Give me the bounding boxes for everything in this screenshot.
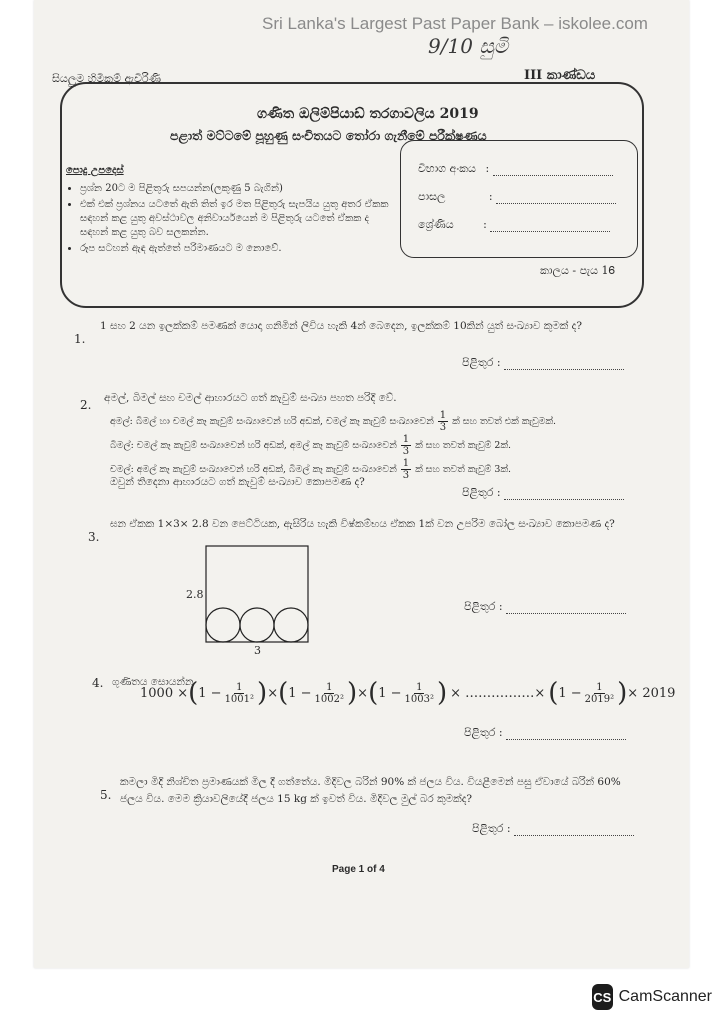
field-label: පාසල (418, 190, 446, 203)
person-name: චමල්: (110, 464, 134, 475)
answer-label: පිළිතුර : (464, 726, 503, 739)
question-4-text: ගුණිතය සොයන්න (112, 676, 194, 688)
exam-title: ගණිත ඔලිම්පියාඩ් තරගාවලිය 2019 (257, 106, 479, 122)
expr-ellipsis: × ………….…× (450, 685, 546, 701)
general-instructions (66, 164, 396, 258)
answer-line-2 (462, 486, 624, 500)
expr-fraction: $\frac{1}{\text{1003²}}$ (404, 681, 434, 705)
camscanner-label: CamScanner (618, 988, 712, 1005)
box-outline (206, 546, 308, 642)
field-label: ශ්‍රේණිය (418, 218, 454, 231)
question-2-intro: අමල්, බිමල් සහ චමල් ආහාරයට ගත් කැවුම් සංඛ්‍යා පහත පරිදි වේ. (104, 392, 397, 404)
watermark: Sri Lanka's Largest Past Paper Bank – iskolee.com (262, 14, 648, 33)
field-sep: : (488, 190, 493, 203)
page-number: Page 1 of 4 (332, 864, 385, 875)
instruction-item: • රූප සටහන් ඇඳ ඇත්තේ පරිමාණයට ම නොවේ. (80, 242, 396, 256)
field-sep: : (483, 218, 487, 231)
expr-tail: × 2019 (627, 685, 676, 701)
grade-field (418, 218, 610, 232)
answer-label: පිළිතුර : (472, 822, 511, 835)
expr-times: × (267, 685, 279, 701)
handwritten-note: 9/10 සුමි (428, 34, 509, 58)
answer-blank[interactable] (504, 369, 624, 370)
answer-label: පිළිතුර : (462, 356, 501, 369)
answer-blank[interactable] (504, 499, 624, 500)
instruction-item: • ප්‍රශ්න 20ට ම පිළිතුරු සපයන්න(ලකුණු 5 බැගින්) (80, 182, 396, 196)
expr-term: 1 − (558, 685, 582, 701)
box-width-label: 3 (254, 644, 261, 657)
expr-fraction: $\frac{1}{\text{1002²}}$ (314, 681, 345, 705)
expr-times: × (357, 685, 369, 701)
camscanner-logo-icon: CS (592, 984, 613, 1010)
instructions-heading: පොදු උපදෙස් (66, 165, 124, 176)
copyright-notice: සියලුම හිමිකම් ඇවිරිණි (52, 72, 161, 85)
expr-lead: 1000 × (140, 685, 189, 701)
ball (206, 608, 240, 642)
field-blank[interactable] (490, 231, 610, 232)
exam-subtitle: පළාත් මට්ටමේ පූහුණු සංචිතයට තෝරා ගැනීමේ පරීක්ෂණය (170, 128, 487, 143)
question-1-number: 1. (74, 332, 86, 346)
answer-label: පිළිතුර : (462, 486, 501, 499)
product-expression: 1000 × ( 1 − $\frac{1}{\text{1001²}}$ ) × ( 1 − $\frac{1}{\text{1002²}}$ ) × ( 1 − $\frac{1}{\text{1003²}}$ ) × ………….…× ( 1 − $\frac{1}{\text{2019²}}$ ) × 2019 (140, 678, 676, 708)
expr-term: 1 − (288, 685, 312, 701)
expr-fraction: $\frac{1}{\text{1001²}}$ (224, 681, 255, 705)
fraction-one-third: $\frac{1}{3}$ (439, 410, 447, 433)
question-2-line-amal (110, 410, 640, 433)
question-3-text: ඝන ඒකක 1×3× 2.8 වන පෙට්ටියක, ඇසිරිය හැකි විෂ්කම්භය ඒකක 1ක් වන උපරිම බෝල සංඛ්‍යාව කොපමණ ද? (110, 518, 615, 530)
answer-label: පිළිතුර : (464, 600, 503, 613)
answer-blank[interactable] (506, 739, 626, 740)
field-sep: : (485, 162, 490, 175)
question-5-text: කමලා මිදි නිශ්චිත ප්‍රමාණයක් මිල දී ගත්තේය. මිදිවල බරින් 90% ක් ජලය විය. වියළීමෙන් පසු ඒවායේ බරින් 60% ජලය විය. මෙම ක්‍රියාවලියේදී ජලය 15 kg ක් ඉවත් විය. මිදිවල මුල් බර කුමක්ද? (120, 776, 621, 805)
expr-term: 1 − (198, 685, 222, 701)
fraction-one-third: $\frac{1}{3}$ (402, 434, 410, 457)
duration: කාලය - පැය 1Ꮾ (540, 264, 616, 277)
instruction-item: • එක් එක් ප්‍රශ්නය යටතේ ඇති තිත් ඉර මත පිළිතුරු සැපයිය යුතු අතර ඒකක සඳහන් කළ යුතු අවස්ථාවල අනිවාර්යයෙන් ම පිළිතුරු යටතේ ඒකක ද සඳහන් කළ යුතු බව සලකන්න. (80, 198, 396, 240)
line-text: ක් සහ තවත් එක් කැවුමක්. (452, 416, 557, 427)
line-text: ක් සහ තවත් කැවුම් 2ක්. (415, 440, 511, 451)
camscanner-badge (592, 982, 712, 1012)
question-2-number: 2. (80, 398, 92, 412)
answer-blank[interactable] (514, 835, 634, 836)
box-height-label: 2.8 (186, 588, 204, 601)
question-2-line-bimal (110, 434, 640, 457)
expr-term: 1 − (378, 685, 402, 701)
school-field (418, 190, 616, 204)
line-text: අමල් කෑ කැවුම් සංඛ්‍යාවෙන් හරි අඩක්, බිමල් කෑ කැවුම් සංඛ්‍යාවෙන් (136, 464, 397, 475)
field-label: විභාග අංකය (418, 162, 476, 175)
ball (240, 608, 274, 642)
answer-line-1 (462, 356, 624, 370)
person-name: බිමල්: (110, 440, 134, 451)
question-2-closing: ඔවුන් තිදෙනා ආහාරයට ගත් කැවුම් සංඛ්‍යාව කොපමණ ද? (110, 476, 365, 488)
answer-line-5 (472, 822, 634, 836)
expr-fraction: $\frac{1}{\text{2019²}}$ (584, 681, 615, 705)
answer-line-3 (464, 600, 626, 614)
answer-blank[interactable] (506, 613, 626, 614)
question-5-number: 5. (100, 788, 112, 802)
line-text: ක් සහ තවත් කැවුම් 3ක්. (415, 464, 511, 475)
exam-number-field (418, 162, 613, 176)
field-blank[interactable] (493, 175, 613, 176)
question-4-number: 4. (92, 676, 104, 690)
answer-line-4 (464, 726, 626, 740)
part-label: III කාණ්ඩය (524, 68, 596, 83)
ball (274, 608, 308, 642)
fraction-one-third: $\frac{1}{3}$ (402, 458, 410, 481)
person-name: අමල්: (110, 416, 133, 427)
field-blank[interactable] (496, 203, 616, 204)
question-1-text: 1 සහ 2 යන ඉලක්කම් පමණක් යොදා ගනිමින් ලිවිය හැකි 4න් බෙදෙන, ඉලක්කම් 10කින් යුත් සංඛ්‍යාව කුමක් ද? (100, 320, 582, 332)
line-text: බිමල් හා චමල් කෑ කැවුම් සංඛ්‍යාවෙන් හරි අඩක්, චමල් කෑ කැවුම් සංඛ්‍යාවෙන් (135, 416, 434, 427)
question-3-number: 3. (88, 530, 100, 544)
line-text: චමල් කෑ කැවුම් සංඛ්‍යාවෙන් හරි අඩක්, අමල් කෑ කැවුම් සංඛ්‍යාවෙන් (136, 440, 397, 451)
